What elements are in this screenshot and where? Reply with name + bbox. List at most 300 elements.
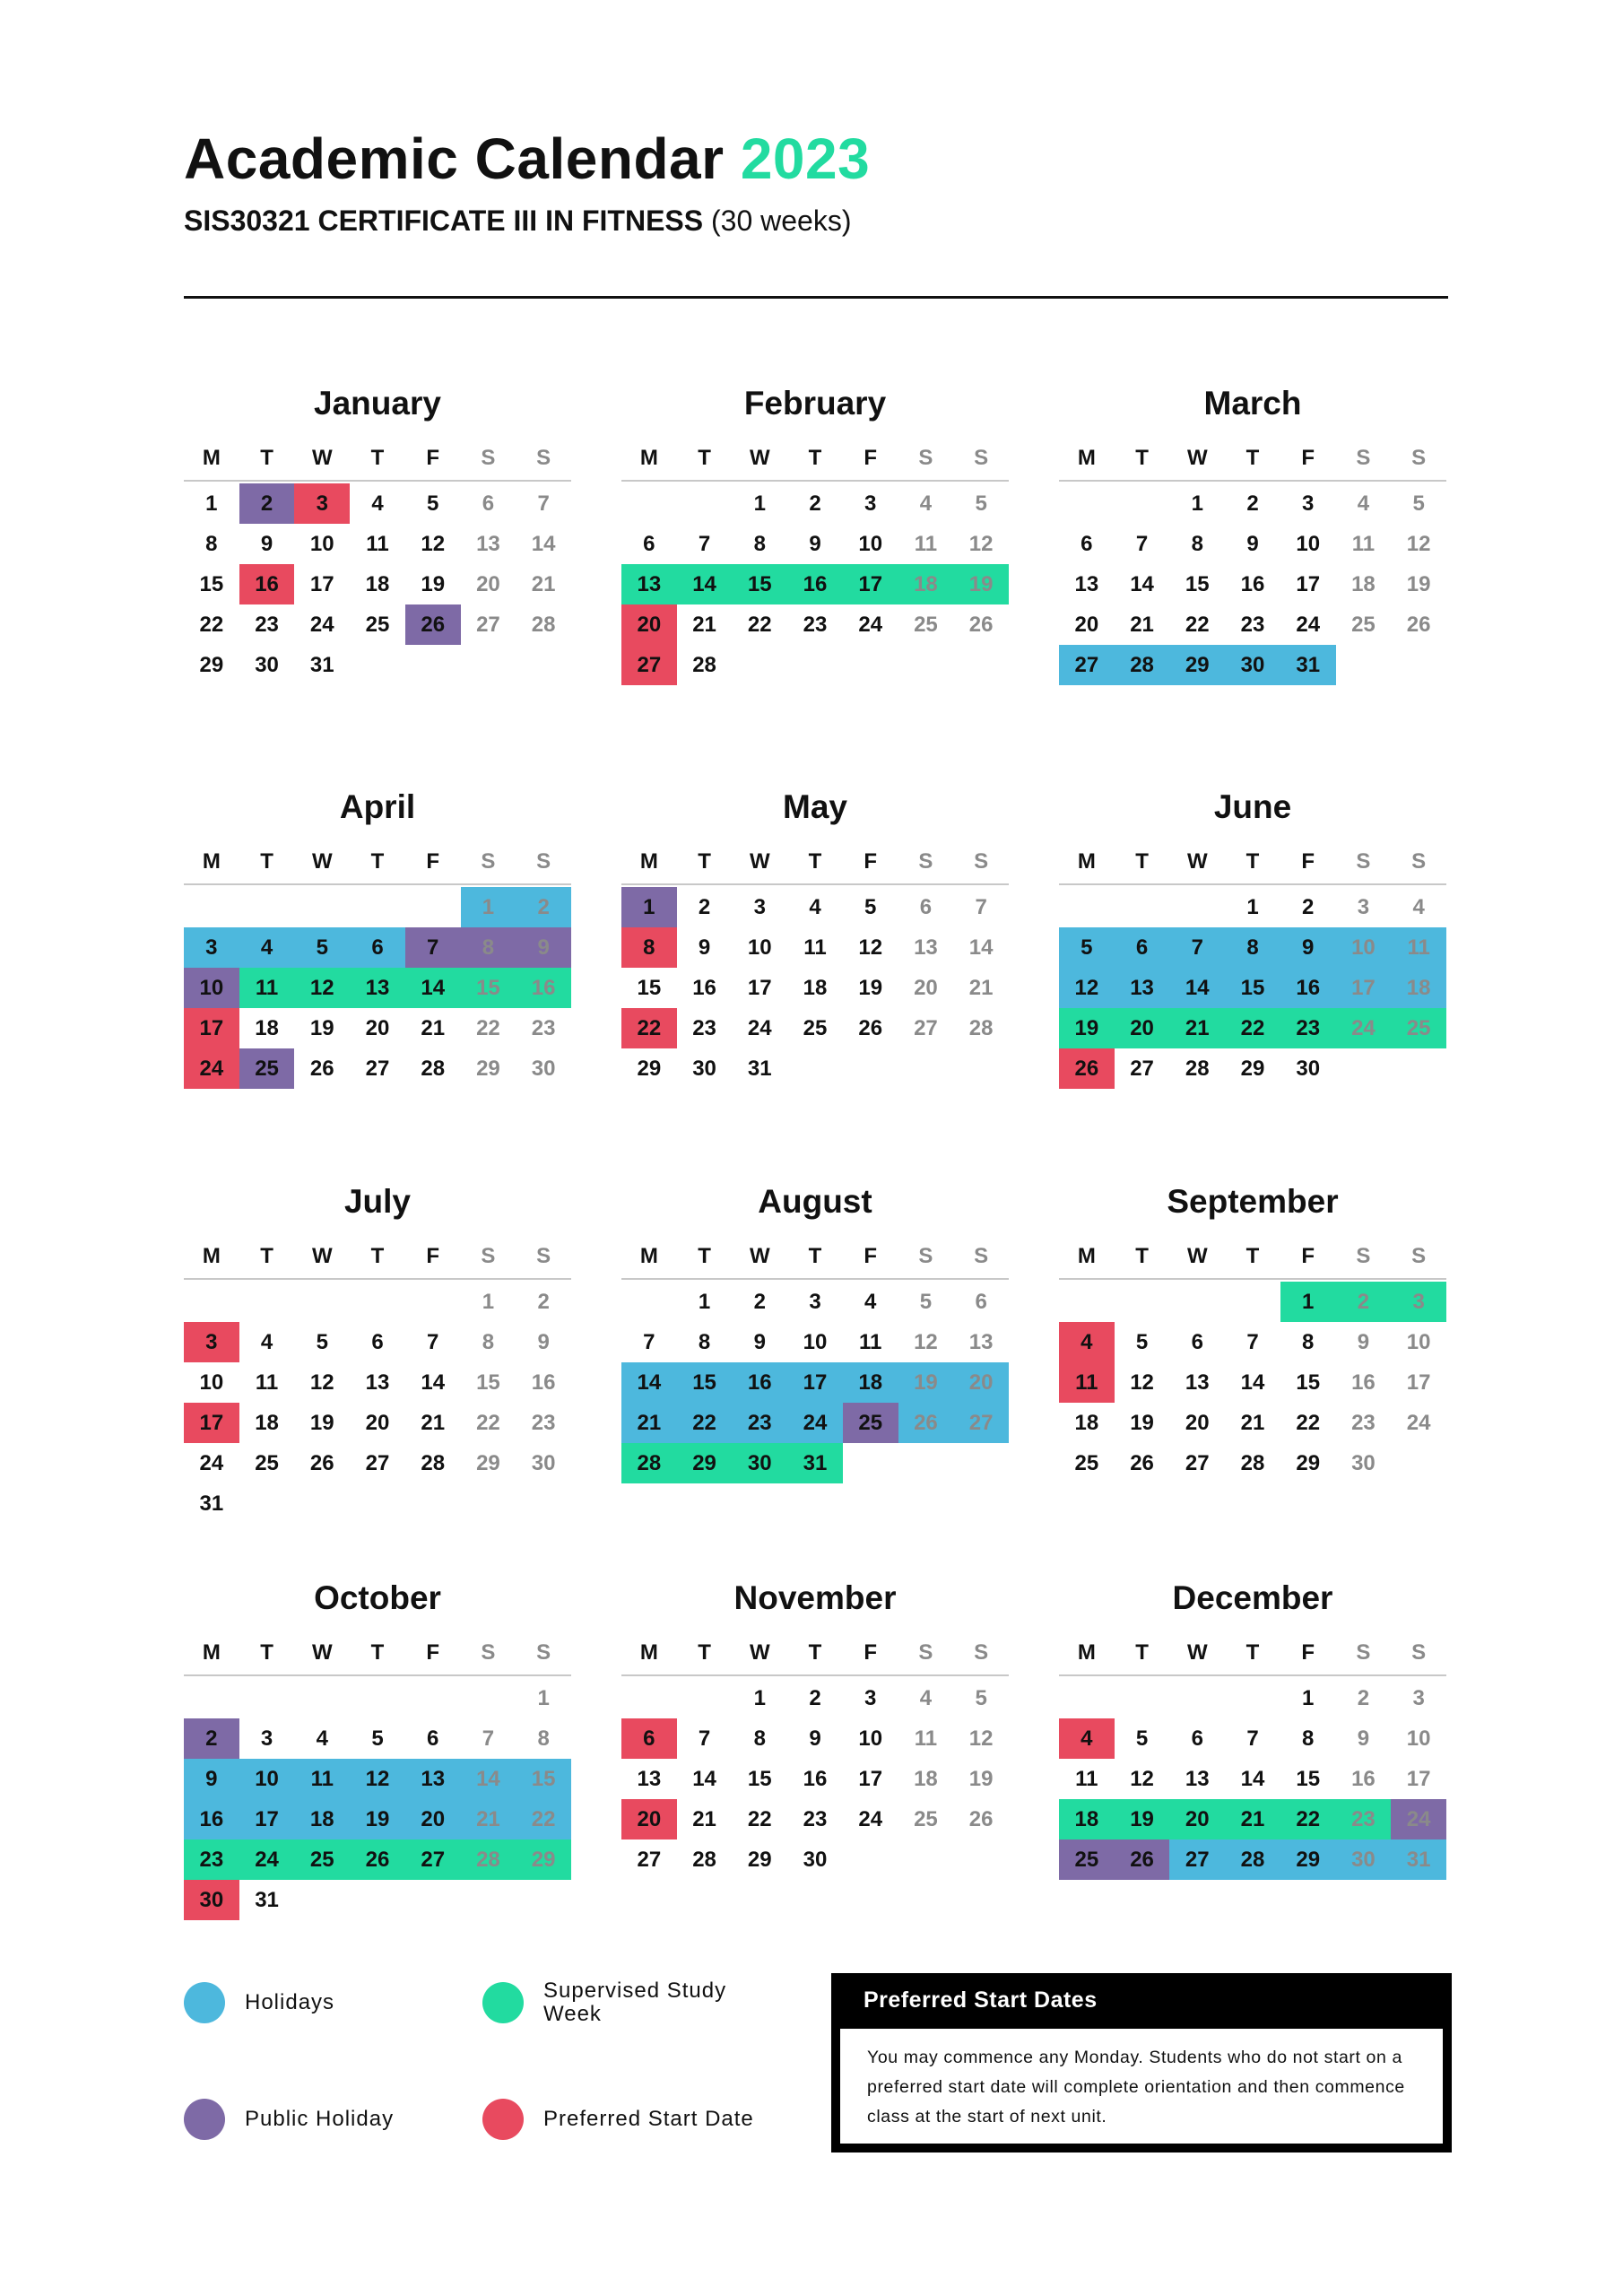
day-cell: 23 xyxy=(255,613,279,637)
weekday-label: S xyxy=(1356,1244,1371,1268)
month-september xyxy=(1059,1179,1446,1483)
day-cell: 15 xyxy=(1185,572,1210,596)
day-cell: 14 xyxy=(1169,968,1225,1008)
day-cell: 7 xyxy=(427,1330,439,1354)
day-cell: 17 xyxy=(1296,572,1321,596)
day-cell: 5 xyxy=(371,1726,384,1751)
weekday-label: T xyxy=(1245,446,1260,470)
day-cell: 7 xyxy=(1135,532,1149,556)
weekday-label: S xyxy=(481,446,496,470)
day-cell: 29 xyxy=(476,1057,500,1081)
day-cell: 4 xyxy=(919,491,933,516)
day-cell: 25 xyxy=(803,1016,828,1040)
empty-cell xyxy=(239,1678,295,1718)
day-cell: 25 xyxy=(1391,1008,1446,1048)
weekday-label: F xyxy=(1301,1244,1315,1268)
day-cell: 30 xyxy=(732,1443,787,1483)
day-cell: 8 xyxy=(461,927,516,968)
day-cell: 13 xyxy=(405,1759,461,1799)
day-cell: 2 xyxy=(239,483,295,524)
day-cell: 21 xyxy=(461,1799,516,1839)
day-grid xyxy=(621,483,1009,685)
day-cell: 22 xyxy=(1185,613,1210,637)
day-cell: 1 xyxy=(621,887,677,927)
day-cell: 2 xyxy=(753,1290,766,1314)
preferred-start-box xyxy=(831,1973,1452,2152)
weekday-header xyxy=(621,437,1009,482)
weekday-label: T xyxy=(698,1244,711,1268)
day-cell: 26 xyxy=(405,604,461,645)
legend-preferred-start xyxy=(482,2099,754,2140)
weekday-label: T xyxy=(260,1640,273,1665)
day-grid xyxy=(184,887,571,1089)
day-cell: 30 xyxy=(255,653,279,677)
empty-cell xyxy=(1225,1282,1280,1322)
legend-public-holiday-label: Public Holiday xyxy=(245,2107,395,2131)
day-cell: 27 xyxy=(637,1848,662,1872)
day-cell: 27 xyxy=(1169,1839,1225,1880)
day-cell: 23 xyxy=(1336,1799,1392,1839)
weekday-label: T xyxy=(1135,446,1149,470)
weekday-header xyxy=(1059,437,1446,482)
weekday-header xyxy=(1059,840,1446,885)
day-cell: 10 xyxy=(803,1330,828,1354)
day-cell: 13 xyxy=(476,532,500,556)
day-cell: 22 xyxy=(516,1799,571,1839)
weekday-label: W xyxy=(749,1640,770,1665)
day-cell: 3 xyxy=(809,1290,821,1314)
day-cell: 6 xyxy=(1115,927,1170,968)
weekday-label: S xyxy=(1411,446,1427,470)
empty-cell xyxy=(405,1678,461,1718)
day-cell: 7 xyxy=(1246,1330,1259,1354)
day-cell: 16 xyxy=(787,564,843,604)
day-cell: 1 xyxy=(753,1686,766,1710)
empty-cell xyxy=(1115,1678,1170,1718)
day-cell: 1 xyxy=(537,1686,550,1710)
weekday-label: T xyxy=(370,1640,385,1665)
weekday-header xyxy=(184,840,571,885)
day-cell: 18 xyxy=(1074,1411,1099,1435)
day-cell: 28 xyxy=(461,1839,516,1880)
day-cell: 21 xyxy=(421,1411,446,1435)
day-cell: 3 xyxy=(294,483,350,524)
day-cell: 11 xyxy=(914,532,938,556)
day-cell: 20 xyxy=(1115,1008,1170,1048)
day-cell: 7 xyxy=(482,1726,495,1751)
empty-cell xyxy=(1059,887,1115,927)
day-cell: 5 xyxy=(316,1330,328,1354)
day-cell: 14 xyxy=(621,1362,677,1403)
day-cell: 14 xyxy=(461,1759,516,1799)
day-cell: 22 xyxy=(476,1016,500,1040)
day-cell: 11 xyxy=(914,1726,938,1751)
day-cell: 18 xyxy=(294,1799,350,1839)
day-cell: 16 xyxy=(1240,572,1265,596)
day-cell: 21 xyxy=(1130,613,1154,637)
day-cell: 27 xyxy=(914,1016,938,1040)
day-grid xyxy=(621,1678,1009,1880)
day-cell: 31 xyxy=(199,1492,224,1516)
day-cell: 13 xyxy=(914,935,938,960)
day-cell: 7 xyxy=(1169,927,1225,968)
weekday-header xyxy=(621,840,1009,885)
weekday-label: M xyxy=(202,849,221,874)
day-cell: 11 xyxy=(294,1759,350,1799)
day-cell: 15 xyxy=(1225,968,1280,1008)
weekday-label: S xyxy=(481,1244,496,1268)
day-cell: 17 xyxy=(1406,1767,1431,1791)
public-holiday-swatch-icon xyxy=(184,2099,225,2140)
day-cell: 21 xyxy=(1169,1008,1225,1048)
weekday-label: W xyxy=(1186,1640,1208,1665)
weekday-label: S xyxy=(918,1244,933,1268)
day-cell: 23 xyxy=(1280,1008,1336,1048)
weekday-label: T xyxy=(808,446,822,470)
day-cell: 8 xyxy=(1302,1330,1315,1354)
day-cell: 20 xyxy=(621,1799,677,1839)
weekday-label: W xyxy=(1186,1244,1208,1268)
month-march xyxy=(1059,381,1446,685)
empty-cell xyxy=(1169,1282,1225,1322)
day-cell: 28 xyxy=(421,1057,446,1081)
day-cell: 2 xyxy=(184,1718,239,1759)
day-cell: 4 xyxy=(919,1686,933,1710)
weekday-label: F xyxy=(1301,446,1315,470)
day-cell: 10 xyxy=(858,1726,883,1751)
day-cell: 23 xyxy=(732,1403,787,1443)
day-cell: 6 xyxy=(1191,1330,1203,1354)
day-cell: 30 xyxy=(803,1848,828,1872)
day-cell: 13 xyxy=(365,1370,390,1395)
day-cell: 5 xyxy=(864,895,877,919)
day-cell: 27 xyxy=(1130,1057,1154,1081)
empty-cell xyxy=(350,1282,405,1322)
day-cell: 26 xyxy=(309,1057,334,1081)
empty-cell xyxy=(350,887,405,927)
month-july xyxy=(184,1179,571,1524)
day-cell: 8 xyxy=(621,927,677,968)
day-cell: 1 xyxy=(205,491,218,516)
day-cell: 2 xyxy=(516,887,571,927)
day-cell: 2 xyxy=(809,1686,821,1710)
day-cell: 19 xyxy=(1406,572,1431,596)
day-cell: 11 xyxy=(1351,532,1376,556)
day-cell: 23 xyxy=(692,1016,716,1040)
day-cell: 9 xyxy=(809,1726,821,1751)
day-cell: 5 xyxy=(975,1686,987,1710)
day-cell: 17 xyxy=(858,1767,883,1791)
weekday-label: W xyxy=(311,446,333,470)
day-cell: 17 xyxy=(787,1362,843,1403)
weekday-label: W xyxy=(749,1244,770,1268)
day-cell: 26 xyxy=(858,1016,883,1040)
day-cell: 13 xyxy=(968,1330,994,1354)
day-cell: 14 xyxy=(1130,572,1154,596)
day-cell: 3 xyxy=(184,1322,239,1362)
empty-cell xyxy=(1225,1678,1280,1718)
day-cell: 11 xyxy=(1059,1362,1115,1403)
day-cell: 9 xyxy=(753,1330,766,1354)
weekday-label: M xyxy=(639,849,658,874)
day-cell: 29 xyxy=(1240,1057,1265,1081)
legend-study-week xyxy=(482,1979,751,2026)
day-cell: 3 xyxy=(260,1726,273,1751)
day-cell: 6 xyxy=(1191,1726,1203,1751)
day-cell: 11 xyxy=(366,532,389,556)
day-cell: 13 xyxy=(1185,1370,1210,1395)
day-cell: 7 xyxy=(698,532,711,556)
weekday-label: F xyxy=(426,849,440,874)
weekday-label: T xyxy=(370,849,385,874)
day-cell: 15 xyxy=(199,572,224,596)
day-cell: 3 xyxy=(864,1686,877,1710)
weekday-label: T xyxy=(698,446,711,470)
day-cell: 5 xyxy=(294,927,350,968)
day-cell: 15 xyxy=(461,968,516,1008)
weekday-label: S xyxy=(481,849,496,874)
day-cell: 30 xyxy=(1351,1451,1376,1475)
day-cell: 17 xyxy=(747,976,772,1000)
day-cell: 16 xyxy=(184,1799,239,1839)
weekday-label: F xyxy=(426,1640,440,1665)
month-name: February xyxy=(743,385,887,422)
day-cell: 21 xyxy=(968,976,994,1000)
day-cell: 27 xyxy=(953,1403,1009,1443)
weekday-label: S xyxy=(918,446,933,470)
day-cell: 1 xyxy=(698,1290,711,1314)
day-cell: 18 xyxy=(1391,968,1446,1008)
day-cell: 9 xyxy=(1280,927,1336,968)
title-year: 2023 xyxy=(740,126,871,191)
month-may xyxy=(621,785,1009,1089)
day-cell: 11 xyxy=(1391,927,1446,968)
weekday-header xyxy=(184,1235,571,1280)
day-cell: 22 xyxy=(747,1807,772,1831)
weekday-label: W xyxy=(749,849,770,874)
day-grid xyxy=(621,1282,1009,1483)
weekday-label: T xyxy=(1135,1244,1149,1268)
preferred-box-text: You may commence any Monday. Students who do not start on a preferred start date will complete orientation and then commence class at the start of next unit. xyxy=(840,2029,1443,2144)
day-cell: 5 xyxy=(427,491,439,516)
day-cell: 7 xyxy=(537,491,550,516)
weekday-label: S xyxy=(1411,1640,1427,1665)
day-cell: 13 xyxy=(1185,1767,1210,1791)
day-cell: 15 xyxy=(1296,1370,1321,1395)
day-cell: 30 xyxy=(531,1057,556,1081)
day-cell: 2 xyxy=(1336,1282,1392,1322)
day-cell: 30 xyxy=(531,1451,556,1475)
day-cell: 21 xyxy=(421,1016,446,1040)
day-cell: 22 xyxy=(677,1403,733,1443)
weekday-label: F xyxy=(426,1244,440,1268)
day-cell: 20 xyxy=(914,976,938,1000)
day-cell: 29 xyxy=(516,1839,571,1880)
weekday-label: W xyxy=(1186,446,1208,470)
day-cell: 11 xyxy=(255,1370,279,1395)
day-cell: 5 xyxy=(1412,491,1425,516)
day-cell: 17 xyxy=(1406,1370,1431,1395)
day-cell: 18 xyxy=(255,1016,279,1040)
day-cell: 4 xyxy=(316,1726,328,1751)
month-name: March xyxy=(1203,385,1302,422)
day-grid xyxy=(184,1678,571,1920)
day-cell: 2 xyxy=(1357,1686,1370,1710)
day-cell: 4 xyxy=(1412,895,1425,919)
day-cell: 7 xyxy=(698,1726,711,1751)
empty-cell xyxy=(239,887,295,927)
day-cell: 4 xyxy=(260,1330,273,1354)
weekday-label: W xyxy=(311,1640,333,1665)
day-cell: 3 xyxy=(1412,1686,1425,1710)
day-cell: 19 xyxy=(350,1799,405,1839)
day-cell: 14 xyxy=(421,1370,446,1395)
weekday-label: T xyxy=(1135,1640,1149,1665)
day-cell: 25 xyxy=(914,1807,938,1831)
day-grid xyxy=(621,887,1009,1089)
weekday-label: T xyxy=(260,1244,273,1268)
day-cell: 27 xyxy=(476,613,500,637)
day-cell: 27 xyxy=(365,1057,390,1081)
weekday-label: S xyxy=(974,446,989,470)
month-name: June xyxy=(1213,788,1292,825)
day-cell: 24 xyxy=(747,1016,772,1040)
day-cell: 14 xyxy=(405,968,461,1008)
day-cell: 20 xyxy=(365,1016,390,1040)
weekday-label: F xyxy=(1301,849,1315,874)
day-cell: 28 xyxy=(531,613,556,637)
day-cell: 10 xyxy=(309,532,334,556)
day-cell: 19 xyxy=(953,564,1009,604)
day-cell: 12 xyxy=(968,532,994,556)
weekday-label: F xyxy=(864,1640,878,1665)
day-cell: 20 xyxy=(405,1799,461,1839)
day-cell: 4 xyxy=(809,895,821,919)
month-name: January xyxy=(314,385,441,422)
weekday-label: W xyxy=(749,446,770,470)
weekday-label: M xyxy=(639,446,658,470)
weekday-label: T xyxy=(260,849,273,874)
preferred-start-swatch-icon xyxy=(482,2099,524,2140)
day-cell: 9 xyxy=(809,532,821,556)
day-cell: 25 xyxy=(365,613,390,637)
month-name: September xyxy=(1167,1183,1339,1220)
day-cell: 29 xyxy=(637,1057,662,1081)
day-cell: 22 xyxy=(621,1008,677,1048)
empty-cell xyxy=(677,483,733,524)
weekday-label: S xyxy=(918,849,933,874)
month-name: October xyxy=(314,1579,441,1616)
day-cell: 4 xyxy=(1059,1322,1115,1362)
month-november xyxy=(621,1576,1009,1880)
day-cell: 23 xyxy=(1351,1411,1376,1435)
day-cell: 21 xyxy=(1225,1799,1280,1839)
empty-cell xyxy=(1115,483,1170,524)
day-cell: 4 xyxy=(239,927,295,968)
weekday-header xyxy=(184,1631,571,1676)
day-cell: 20 xyxy=(365,1411,390,1435)
day-cell: 12 xyxy=(350,1759,405,1799)
day-cell: 1 xyxy=(1280,1282,1336,1322)
day-cell: 25 xyxy=(239,1048,295,1089)
title-text: Academic Calendar xyxy=(184,126,725,191)
weekday-label: M xyxy=(1077,446,1096,470)
month-december xyxy=(1059,1576,1446,1880)
empty-cell xyxy=(184,887,239,927)
day-cell: 28 xyxy=(692,1848,716,1872)
day-cell: 19 xyxy=(968,1767,994,1791)
weekday-label: T xyxy=(260,446,273,470)
day-cell: 8 xyxy=(753,532,766,556)
day-cell: 10 xyxy=(184,968,239,1008)
empty-cell xyxy=(294,1678,350,1718)
day-cell: 13 xyxy=(350,968,405,1008)
day-cell: 6 xyxy=(919,895,933,919)
weekday-label: F xyxy=(864,1244,878,1268)
day-cell: 5 xyxy=(919,1290,933,1314)
month-name: July xyxy=(343,1183,412,1220)
day-cell: 26 xyxy=(309,1451,334,1475)
day-cell: 25 xyxy=(255,1451,279,1475)
day-cell: 26 xyxy=(898,1403,954,1443)
weekday-label: M xyxy=(1077,1640,1096,1665)
day-cell: 14 xyxy=(1240,1370,1265,1395)
day-cell: 30 xyxy=(1296,1057,1321,1081)
day-cell: 22 xyxy=(747,613,772,637)
day-cell: 6 xyxy=(371,1330,384,1354)
course-subtitle xyxy=(184,204,851,238)
day-cell: 10 xyxy=(858,532,883,556)
day-cell: 2 xyxy=(1302,895,1315,919)
weekday-label: S xyxy=(1411,1244,1427,1268)
day-cell: 5 xyxy=(1135,1330,1149,1354)
day-cell: 9 xyxy=(1357,1726,1370,1751)
day-cell: 16 xyxy=(531,1370,556,1395)
holidays-swatch-icon xyxy=(184,1982,225,2023)
day-cell: 29 xyxy=(677,1443,733,1483)
day-cell: 28 xyxy=(692,653,716,677)
day-grid xyxy=(184,483,571,685)
weekday-label: S xyxy=(1411,849,1427,874)
day-cell: 18 xyxy=(255,1411,279,1435)
empty-cell xyxy=(677,1678,733,1718)
day-cell: 22 xyxy=(1280,1799,1336,1839)
weekday-label: S xyxy=(974,1640,989,1665)
day-cell: 25 xyxy=(914,613,938,637)
day-cell: 21 xyxy=(621,1403,677,1443)
day-cell: 30 xyxy=(1225,645,1280,685)
empty-cell xyxy=(405,1282,461,1322)
day-cell: 9 xyxy=(1357,1330,1370,1354)
month-name: November xyxy=(733,1579,897,1616)
day-cell: 27 xyxy=(1059,645,1115,685)
day-cell: 19 xyxy=(309,1016,334,1040)
day-cell: 15 xyxy=(1296,1767,1321,1791)
day-cell: 9 xyxy=(537,1330,550,1354)
day-cell: 24 xyxy=(787,1403,843,1443)
weekday-label: M xyxy=(1077,849,1096,874)
day-cell: 22 xyxy=(199,613,224,637)
day-cell: 18 xyxy=(898,564,954,604)
legend-preferred-start-label: Preferred Start Date xyxy=(543,2107,754,2131)
weekday-label: T xyxy=(698,1640,711,1665)
weekday-header xyxy=(1059,1235,1446,1280)
day-cell: 1 xyxy=(753,491,766,516)
day-cell: 20 xyxy=(476,572,500,596)
weekday-label: W xyxy=(311,849,333,874)
month-june xyxy=(1059,785,1446,1089)
day-cell: 27 xyxy=(365,1451,390,1475)
